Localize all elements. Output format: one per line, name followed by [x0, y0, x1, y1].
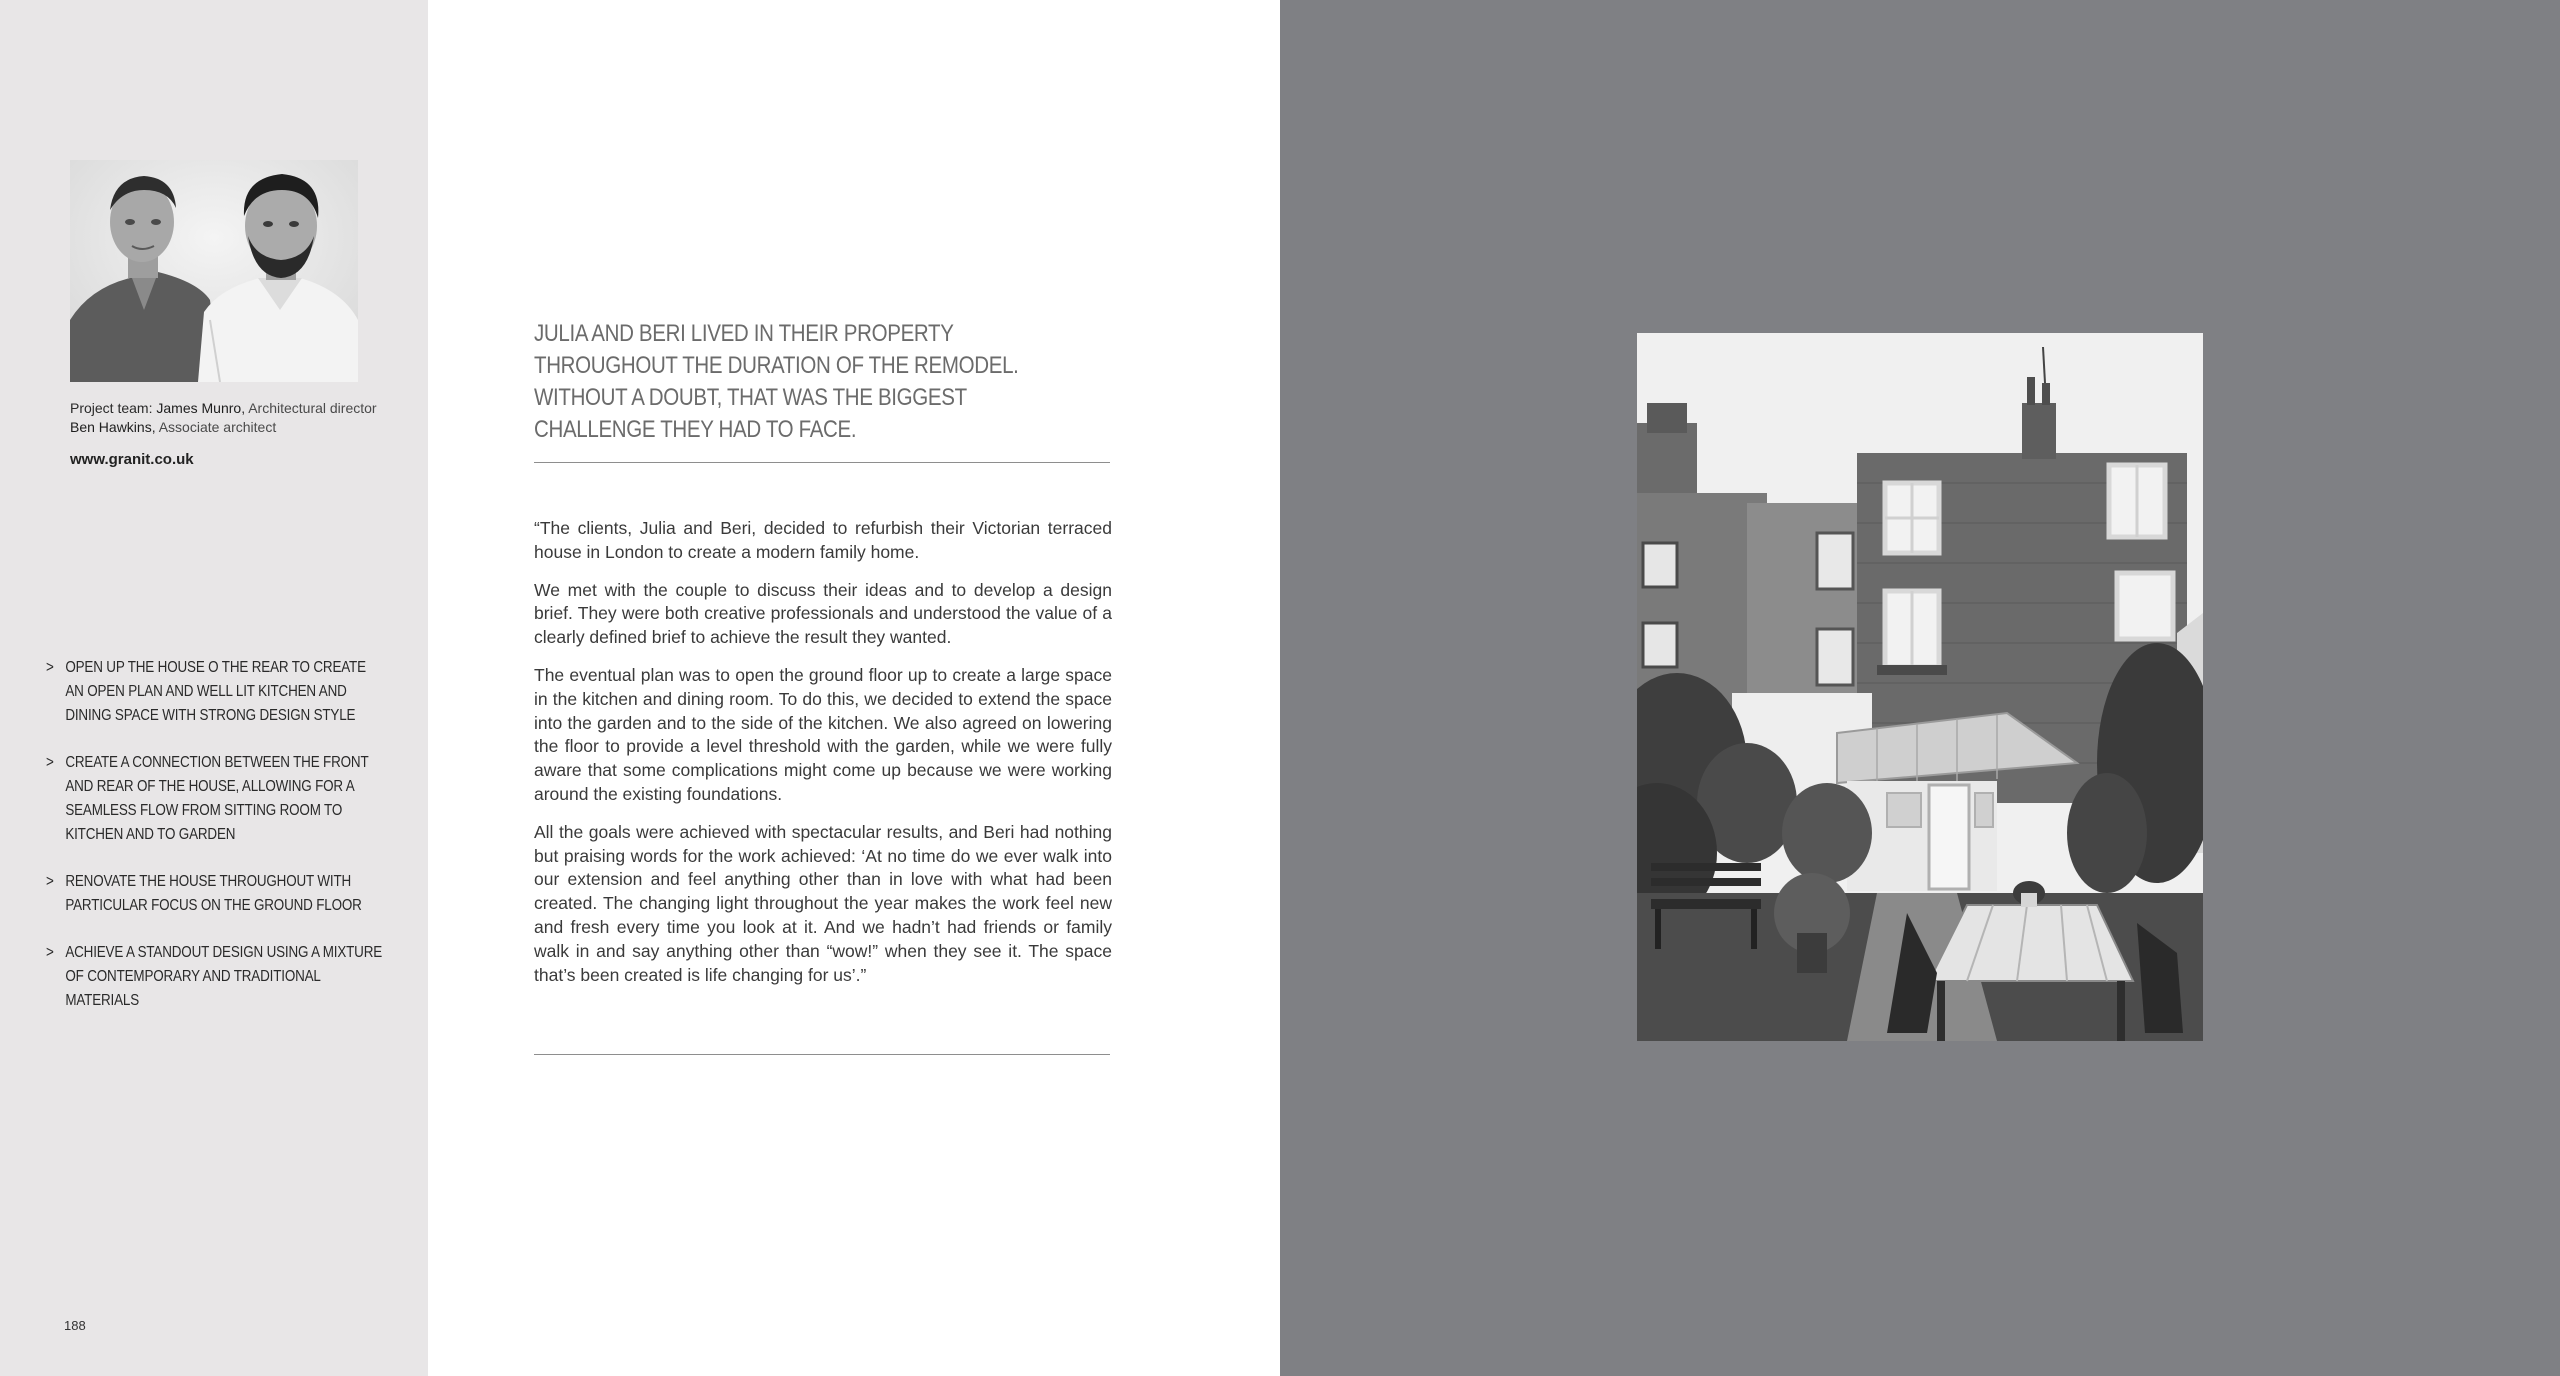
goal-item	[46, 751, 385, 847]
project-goals-list	[46, 656, 383, 1036]
goal-marker: >	[46, 873, 54, 890]
credit-name-2: Ben Hawkins	[70, 419, 152, 435]
goal-marker: >	[46, 754, 54, 771]
credit-role-2: Associate architect	[158, 419, 277, 435]
pull-quote-headline: JULIA AND BERI LIVED IN THEIR PROPERTY THROUGHOUT THE DURATION OF THE REMODEL. WITHOUT A DOUBT, THAT WAS THE BIGGEST CHALLENGE THEY HAD TO FACE.	[534, 320, 1019, 443]
page-number: 188	[64, 1318, 86, 1333]
goal-item	[46, 941, 385, 1013]
website-link[interactable]: www.granit.co.uk	[70, 451, 194, 468]
goal-marker: >	[46, 659, 54, 676]
house-rear-photo	[1637, 333, 2203, 1041]
credit-line-2: Ben Hawkins, Associate architect	[70, 419, 277, 435]
credit-name-1: James Munro	[156, 400, 242, 416]
goal-item	[46, 870, 385, 918]
body-paragraph: The eventual plan was to open the ground floor up to create a large space in the kitchen and dining room. To do this, we decided to extend the space into the garden and to the side of the kitchen. We also agreed on lowering the floor to provide a level threshold with the garden, while we were fully aware that some complications might come up because we were working around the existing foundations.	[534, 664, 1112, 804]
goal-text: OPEN UP THE HOUSE O THE REAR TO CREATE AN OPEN PLAN AND WELL LIT KITCHEN AND DINING SPACE WITH STRONG DESIGN STYLE	[65, 659, 366, 724]
credit-role-1: Architectural director	[248, 400, 377, 416]
body-paragraph: We met with the couple to discuss their ideas and to develop a design brief. They were both creative professionals and understood the value of a clearly defined brief to achieve the result they wanted.	[534, 579, 1112, 648]
divider-top	[534, 462, 1110, 463]
left-sidebar	[0, 0, 428, 1376]
divider-bottom	[534, 1054, 1110, 1055]
article-body	[534, 517, 1112, 1001]
project-team-credits	[70, 399, 400, 437]
goal-item	[46, 656, 385, 728]
main-text-column	[428, 0, 1280, 1376]
goal-text: ACHIEVE A STANDOUT DESIGN USING A MIXTURE OF CONTEMPORARY AND TRADITIONAL MATERIALS	[65, 944, 383, 1009]
body-paragraph: All the goals were achieved with spectacular results, and Beri had nothing but praising words for the work achieved: ‘At no time do we ever walk into our extension and feel anything other than in love with what had been created. The changing light throughout the year makes the work feel new and fresh every time you look at it. And we hadn’t had friends or family walk in and say anything other than “wow!” when they see it. The space that’s been created is life changing for us’.”	[534, 821, 1112, 985]
credit-line-1: Project team: James Munro, Architectural director	[70, 400, 377, 416]
credit-label: Project team:	[70, 400, 153, 416]
goal-text: CREATE A CONNECTION BETWEEN THE FRONT AND REAR OF THE HOUSE, ALLOWING FOR A SEAMLESS FLOW FROM SITTING ROOM TO KITCHEN AND TO GARDEN	[65, 754, 369, 843]
goal-marker: >	[46, 944, 54, 961]
project-team-photo	[70, 160, 358, 382]
goal-text: RENOVATE THE HOUSE THROUGHOUT WITH PARTICULAR FOCUS ON THE GROUND FLOOR	[65, 873, 362, 914]
body-paragraph: “The clients, Julia and Beri, decided to refurbish their Victorian terraced house in London to create a modern family home.	[534, 518, 1112, 562]
